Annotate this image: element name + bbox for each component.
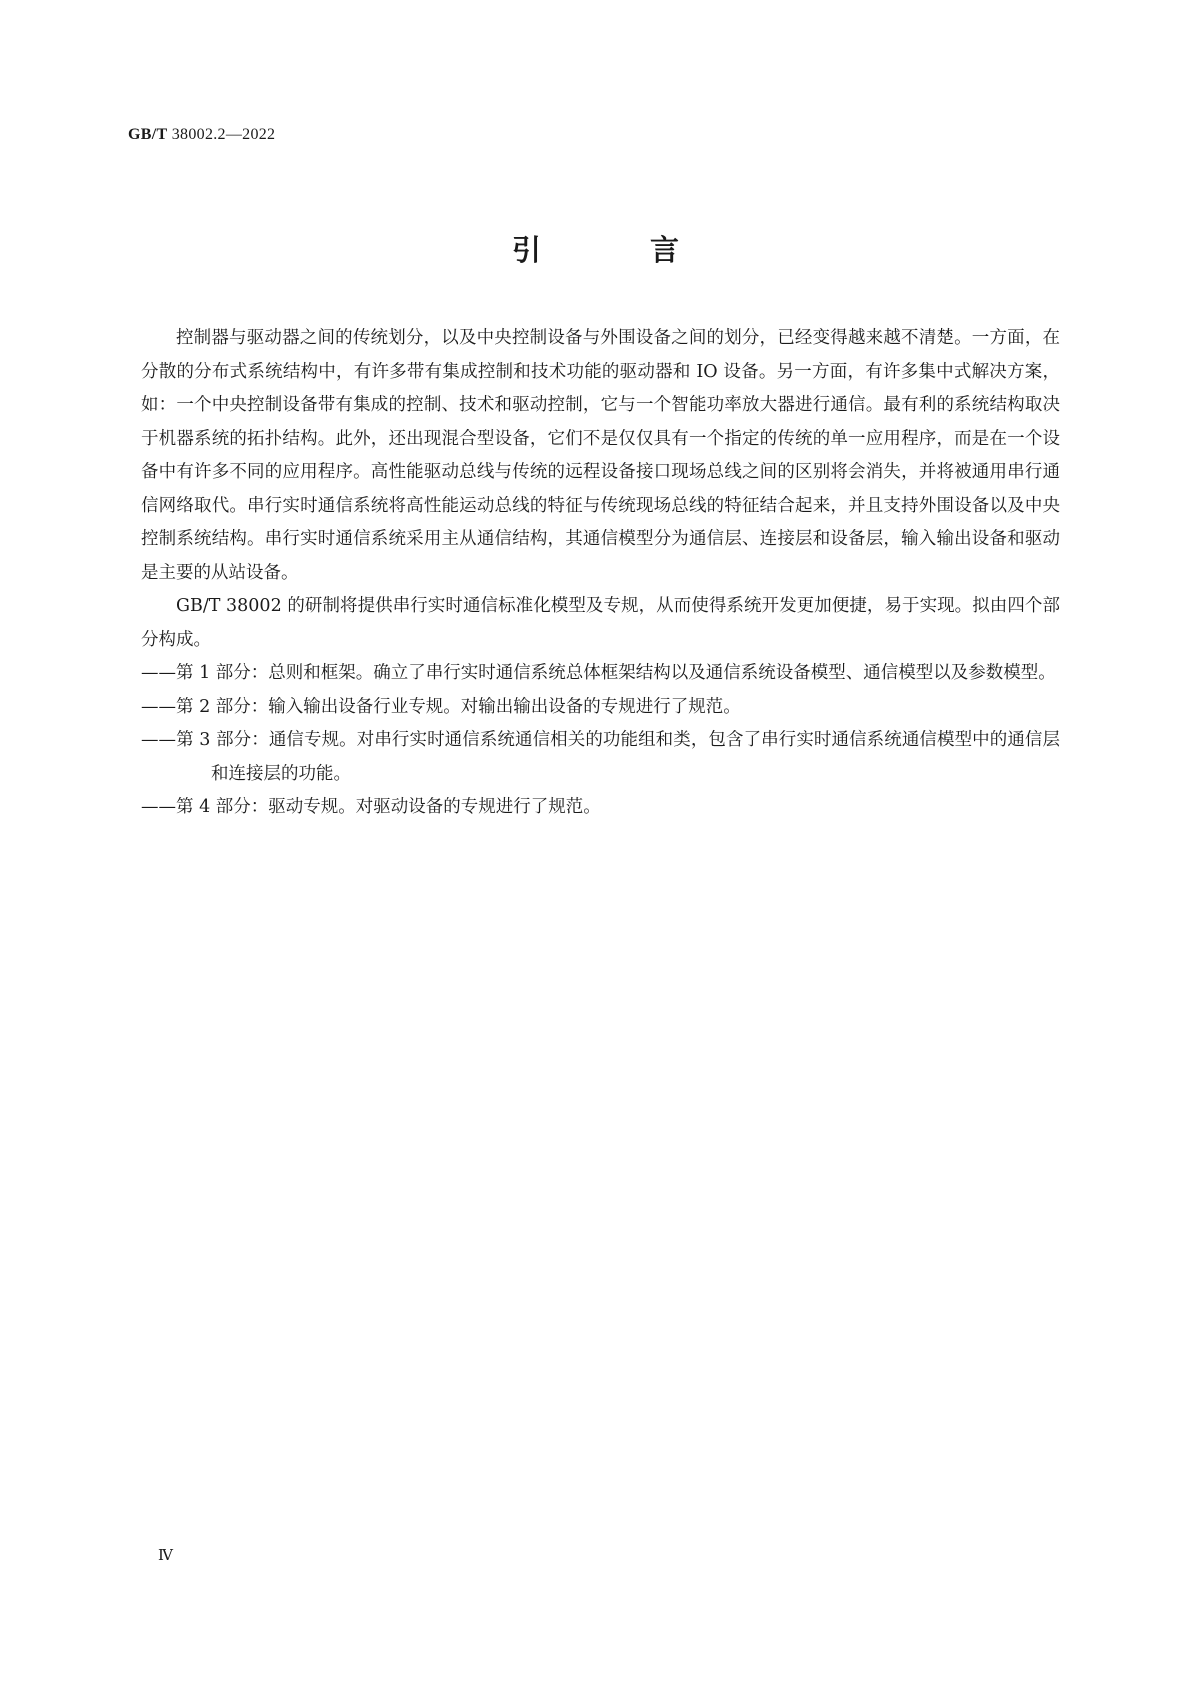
list-item-text: 第 1 部分：总则和框架。确立了串行实时通信系统总体框架结构以及通信系统设备模型、通信模型以及参数模型。: [176, 663, 1056, 683]
list-dash: ——: [141, 797, 176, 817]
document-body: [141, 322, 1060, 825]
intro-paragraph-1: 控制器与驱动器之间的传统划分，以及中央控制设备与外围设备之间的划分，已经变得越来越不清楚。一方面，在分散的分布式系统结构中，有许多带有集成控制和技术功能的驱动器和 IO 设备。另一方面，有许多集中式解决方案，如：一个中央控制设备带有集成的控制、技术和驱动控制，它与一个智能功率放大器进行通信。最有利的系统结构取决于机器系统的拓扑结构。此外，还出现混合型设备，它们不是仅仅具有一个指定的传统的单一应用程序，而是在一个设备中有许多不同的应用程序。高性能驱动总线与传统的远程设备接口现场总线之间的区别将会消失，并将被通用串行通信网络取代。串行实时通信系统将高性能运动总线的特征与传统现场总线的特征结合起来，并且支持外围设备以及中央控制系统结构。串行实时通信系统采用主从通信结构，其通信模型分为通信层、连接层和设备层，输入输出设备和驱动是主要的从站设备。: [141, 328, 1060, 583]
list-item-text: 第 4 部分：驱动专规。对驱动设备的专规进行了规范。: [176, 797, 601, 817]
page-title: 引 言: [511, 233, 719, 267]
list-dash: ——: [141, 663, 176, 683]
list-item-part-2: [141, 691, 1060, 725]
list-item-part-4: [141, 791, 1060, 825]
intro-paragraph-2: GB/T 38002 的研制将提供串行实时通信标准化模型及专规，从而使得系统开发更加便捷，易于实现。拟由四个部分构成。: [141, 596, 1060, 650]
standard-number: 38002.2—2022: [171, 126, 276, 143]
list-dash: ——: [141, 730, 176, 750]
page-number: Ⅳ: [158, 1548, 173, 1564]
list-item-text: 第 2 部分：输入输出设备行业专规。对输出输出设备的专规进行了规范。: [176, 696, 741, 717]
list-item-part-3: [141, 724, 1060, 791]
list-item-part-1: [141, 657, 1060, 691]
list-item-text: 第 3 部分：通信专规。对串行实时通信系统通信相关的功能组和类，包含了串行实时通信系统通信模型中的通信层和连接层的功能。: [176, 730, 1060, 784]
standard-identifier: [128, 126, 275, 144]
list-dash: ——: [141, 696, 176, 717]
standard-prefix: GB/T: [128, 126, 168, 143]
